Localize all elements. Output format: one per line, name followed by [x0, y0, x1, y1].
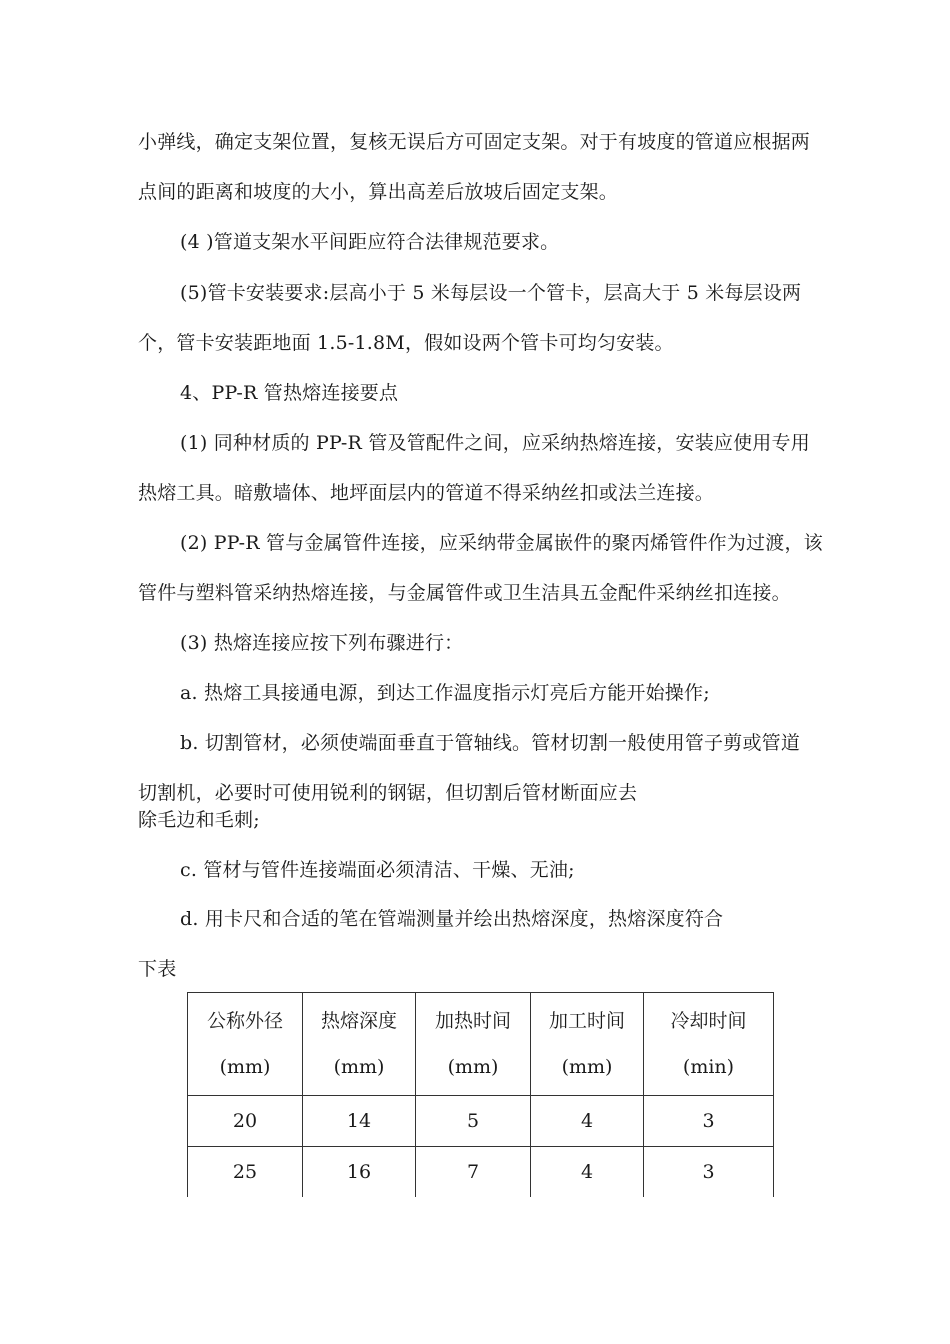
table-header-cell — [303, 993, 416, 1096]
paragraph-line: 个，管卡安装距地面 1.5-1.8M，假如设两个管卡可均匀安装。 — [138, 332, 674, 354]
table-header-cell — [416, 993, 531, 1096]
paragraph-line: 小弹线，确定支架位置，复核无误后方可固定支架。对于有坡度的管道应根据两 — [138, 131, 811, 153]
table-cell: 3 — [644, 1096, 774, 1147]
table-header-row — [188, 993, 774, 1096]
header-unit: (mm) — [561, 1056, 613, 1078]
header-label: 加热时间 — [434, 1010, 511, 1032]
paragraph-line: 下表 — [138, 958, 177, 980]
paragraph-line: (5)管卡安装要求:层高小于 5 米每层设一个管卡，层高大于 5 米每层设两 — [180, 282, 802, 304]
paragraph-line: 管件与塑料管采纳热熔连接，与金属管件或卫生洁具五金配件采纳丝扣连接。 — [138, 582, 791, 604]
paragraph-line: 除毛边和毛刺; — [138, 809, 260, 831]
table-cell: 20 — [188, 1096, 303, 1147]
table-cell: 7 — [416, 1147, 531, 1198]
header-label: 热熔深度 — [320, 1010, 397, 1032]
header-unit: (min) — [682, 1056, 735, 1078]
step-item: c. 管材与管件连接端面必须清洁、干燥、无油; — [180, 859, 575, 881]
table-cell: 4 — [531, 1096, 644, 1147]
header-label: 冷却时间 — [670, 1010, 747, 1032]
paragraph-line: 点间的距离和坡度的大小，算出高差后放坡后固定支架。 — [138, 181, 619, 203]
paragraph-line: (1) 同种材质的 PP-R 管及管配件之间，应采纳热熔连接，安装应使用专用 — [180, 432, 810, 454]
table-header-cell — [644, 993, 774, 1096]
header-label: 加工时间 — [548, 1010, 625, 1032]
table-cell: 14 — [303, 1096, 416, 1147]
table-cell: 25 — [188, 1147, 303, 1198]
table-cell: 4 — [531, 1147, 644, 1198]
step-item: d. 用卡尺和合适的笔在管端测量并绘出热熔深度，热熔深度符合 — [180, 908, 724, 930]
paragraph-line: (4 )管道支架水平间距应符合法律规范要求。 — [180, 231, 560, 253]
paragraph-line: (3) 热熔连接应按下列布骤进行： — [180, 632, 464, 654]
table-cell: 5 — [416, 1096, 531, 1147]
header-label: 公称外径 — [206, 1010, 283, 1032]
step-item: b. 切割管材，必须使端面垂直于管轴线。管材切割一般使用管子剪或管道 — [180, 732, 801, 754]
table-row — [188, 1096, 774, 1147]
step-item: a. 热熔工具接通电源，到达工作温度指示灯亮后方能开始操作; — [180, 682, 710, 704]
header-unit: (mm) — [333, 1056, 385, 1078]
table-header-cell — [531, 993, 644, 1096]
table-cell: 3 — [644, 1147, 774, 1198]
paragraph-line: 热熔工具。暗敷墙体、地坪面层内的管道不得采纳丝扣或法兰连接。 — [138, 482, 715, 504]
paragraph-line: (2) PP-R 管与金属管件连接，应采纳带金属嵌件的聚丙烯管件作为过渡，该 — [180, 532, 823, 554]
paragraph-line: 切割机，必要时可使用锐利的钢锯，但切割后管材断面应去 — [138, 782, 638, 804]
table-header-cell — [188, 993, 303, 1096]
table-cell: 16 — [303, 1147, 416, 1198]
hot-melt-depth-table — [187, 992, 774, 1197]
header-unit: (mm) — [219, 1056, 271, 1078]
table-row — [188, 1147, 774, 1198]
section-heading: 4、PP-R 管热熔连接要点 — [180, 382, 399, 404]
header-unit: (mm) — [447, 1056, 499, 1078]
